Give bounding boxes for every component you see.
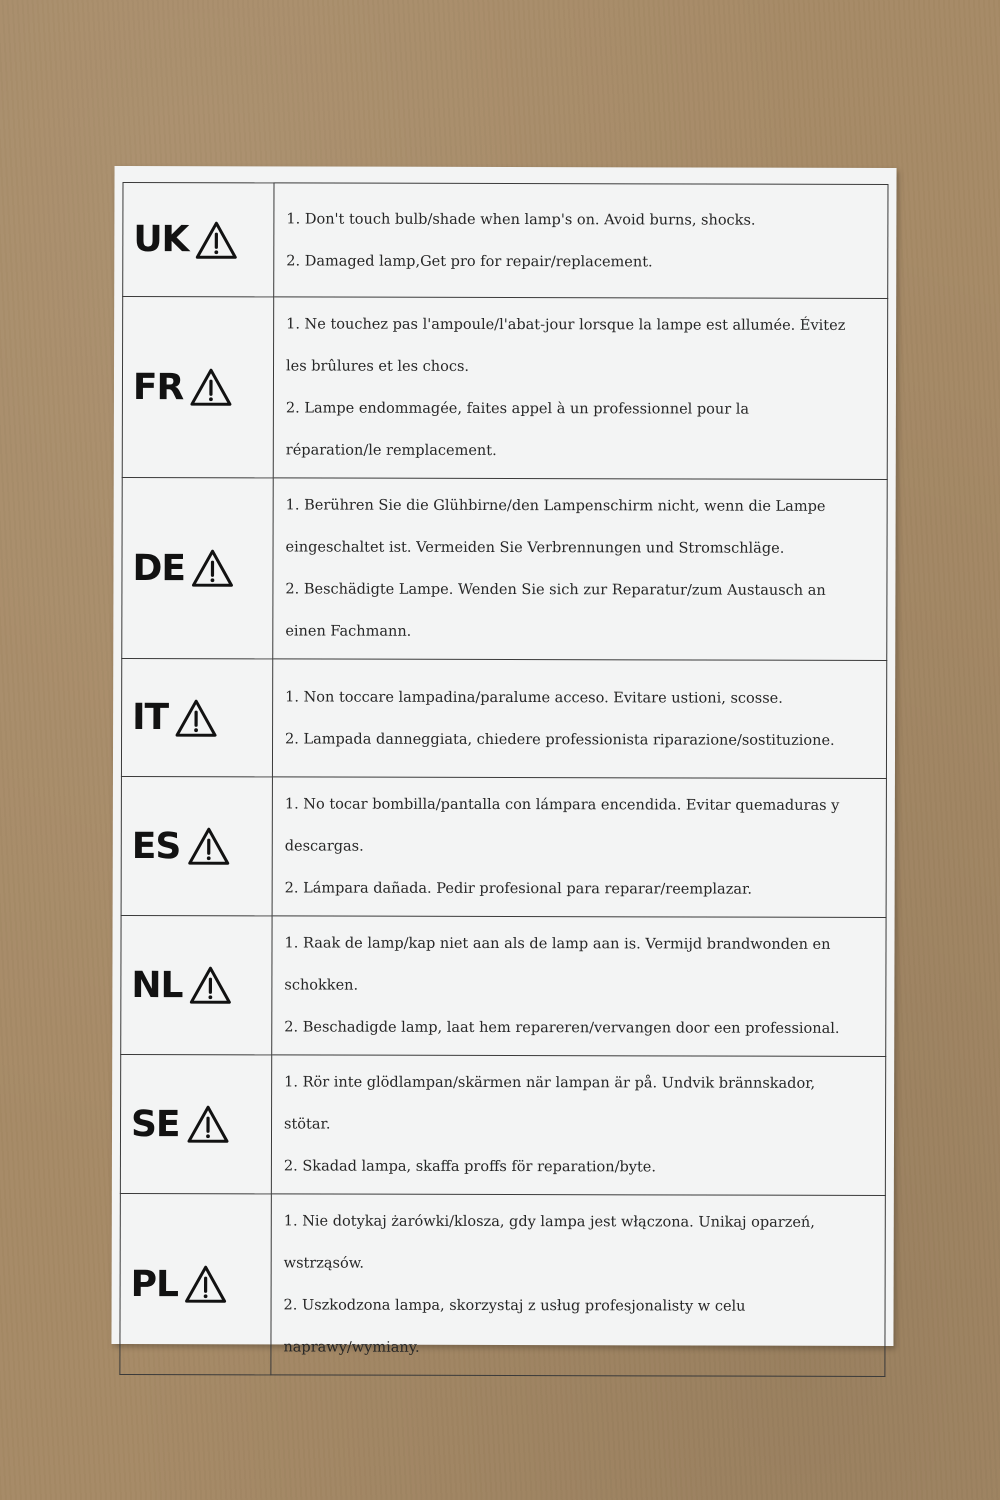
warning-line: 2. Lampada danneggiata, chiedere professionista riparazione/sostituzione. [285,730,835,749]
warning-line: 1. Don't touch bulb/shade when lamp's on. Avoid burns, shocks. [286,210,756,229]
language-code-cell [120,1193,271,1374]
language-code-cell [121,776,272,915]
language-label [131,1264,271,1305]
warning-line: 2. Uszkodzona lampa, skorzystaj z usług profesjonalisty w celu [283,1297,746,1315]
language-code-cell [120,1054,271,1193]
language-label [132,548,272,589]
warning-line: 2. Lámpara dañada. Pedir profesional para reparar/reemplazar. [284,880,752,898]
warning-line: stötar. [284,1116,331,1133]
warning-line: 2. Skadad lampa, skaffa proffs för reparation/byte. [283,1158,657,1176]
language-code: DE [132,547,186,589]
section-row-es [121,776,886,917]
warning-triangle-icon [184,1264,228,1304]
language-code: FR [132,366,184,408]
language-label [133,367,273,408]
warning-line: wstrząsów. [283,1255,365,1272]
language-label [131,965,271,1006]
language-label [132,697,272,738]
section-row-it [121,658,886,778]
language-code: SE [130,1103,180,1145]
warning-triangle-icon [174,698,218,738]
warning-text-cell [273,297,887,480]
warning-table-body [120,183,888,1377]
warning-triangle-icon [186,826,230,866]
warning-text-cell [272,659,886,779]
language-code: IT [132,697,169,739]
warning-line: eingeschaltet ist. Vermeiden Sie Verbrennungen und Stromschläge. [285,539,785,557]
warning-line: 1. Non toccare lampadina/paralume acceso. Evitare ustioni, scosse. [285,688,783,707]
language-code-cell [122,297,273,478]
warning-line: einen Fachmann. [285,623,412,640]
warning-text-cell [274,183,888,299]
warning-line: 1. No tocar bombilla/pantalla con lámpara encendida. Evitar quemaduras y [284,796,840,814]
warning-line: 2. Lampe endommagée, faites appel à un professionnel pour la [285,400,750,418]
section-row-se [120,1054,885,1195]
section-row-de [122,477,887,660]
warning-triangle-icon [188,965,232,1005]
warning-line: naprawy/wymiany. [283,1339,420,1356]
warning-line: 1. Rör inte glödlampan/skärmen när lampan är på. Undvik brännskador, [284,1074,816,1092]
language-label [133,219,273,260]
warning-text-cell [271,1055,885,1196]
warning-table [119,182,888,1377]
language-code-cell [123,183,274,297]
warning-line: 1. Nie dotykaj żarówki/klosza, gdy lampa jest włączona. Unikaj oparzeń, [283,1213,815,1231]
language-code-cell [121,915,272,1054]
warning-line: réparation/le remplacement. [285,442,497,459]
language-label [132,826,272,867]
warning-line: 1. Berühren Sie die Glühbirne/den Lampenschirm nicht, wenn die Lampe [285,497,826,515]
warning-text-cell [272,916,886,1057]
warning-text-cell [273,478,887,661]
language-code: ES [131,825,181,867]
warning-line: schokken. [284,977,359,994]
warning-line: 1. Raak de lamp/kap niet aan als de lamp aan is. Vermijd brandwonden en [284,935,831,953]
language-code-cell [121,658,272,776]
warning-triangle-icon [191,548,235,588]
warning-line: 1. Ne touchez pas l'ampoule/l'abat-jour lorsque la lampe est allumée. Évitez [286,316,846,334]
section-row-nl [121,915,886,1056]
language-code: UK [133,219,189,261]
section-row-fr [122,297,887,480]
warning-line: 2. Damaged lamp,Get pro for repair/replacement. [286,252,653,270]
language-code-cell [122,477,273,658]
section-row-pl [120,1193,885,1376]
language-code: PL [130,1263,178,1305]
warning-sheet [111,166,896,1356]
warning-triangle-icon [194,220,238,260]
warning-text-cell [271,1194,885,1377]
section-row-uk [123,183,888,299]
warning-line: les brûlures et les chocs. [285,358,470,375]
language-code: NL [131,964,183,1006]
warning-line: descargas. [284,838,364,855]
warning-triangle-icon [186,1104,230,1144]
warning-triangle-icon [189,367,233,407]
warning-text-cell [272,777,886,918]
warning-line: 2. Beschadigde lamp, laat hem repareren/vervangen door een professional. [284,1019,840,1037]
warning-line: 2. Beschädigte Lampe. Wenden Sie sich zur Reparatur/zum Austausch an [285,581,826,599]
language-label [131,1104,271,1145]
